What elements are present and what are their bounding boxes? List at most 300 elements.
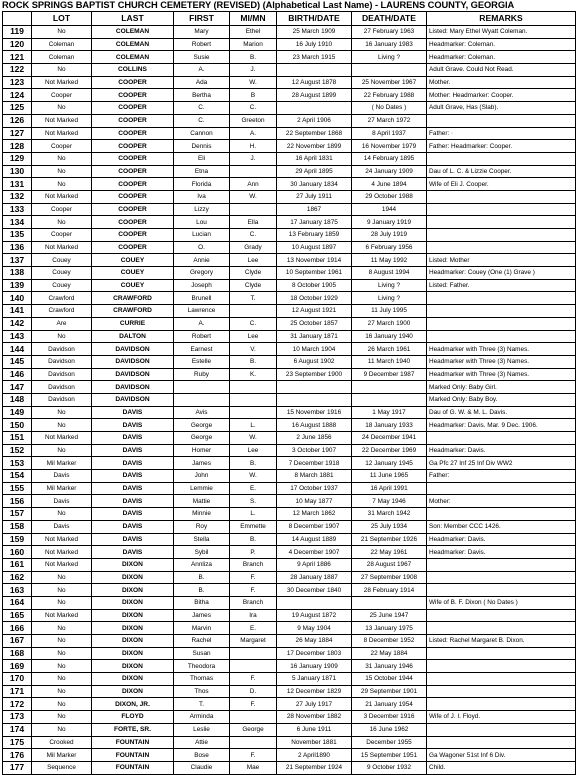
last-name-cell: DAVIS — [92, 520, 174, 533]
remarks-cell: Headmarker: Davis. — [427, 444, 576, 457]
birth-date-cell: 31 January 1871 — [277, 330, 352, 343]
remarks-cell — [427, 584, 576, 597]
middle-name-cell: J. — [230, 152, 277, 165]
first-name-cell: Ruby — [174, 368, 230, 381]
first-name-cell: C. — [174, 114, 230, 127]
lot-cell: Crawford — [32, 305, 92, 318]
remarks-cell — [427, 114, 576, 127]
first-name-cell: Roy — [174, 520, 230, 533]
lot-cell: Not Marked — [32, 609, 92, 622]
middle-name-cell — [230, 381, 277, 394]
remarks-cell — [427, 203, 576, 216]
table-row — [3, 673, 576, 686]
birth-date-cell: 2 April1890 — [277, 749, 352, 762]
lot-cell: No — [32, 698, 92, 711]
remarks-cell — [427, 698, 576, 711]
lot-cell: Davidson — [32, 368, 92, 381]
first-name-cell: O. — [174, 241, 230, 254]
death-date-cell: 31 January 1946 — [352, 660, 427, 673]
table-row — [3, 596, 576, 609]
first-name-cell: B. — [174, 584, 230, 597]
row-number: 148 — [3, 393, 32, 406]
birth-date-cell: 12 August 1878 — [277, 76, 352, 89]
remarks-cell: Dau of G. W. & M. L. Davis. — [427, 406, 576, 419]
birth-date-cell: 9 April 1886 — [277, 558, 352, 571]
remarks-cell — [427, 305, 576, 318]
lot-cell: Mil Marker — [32, 749, 92, 762]
last-name-cell: COOPER — [92, 241, 174, 254]
row-number: 161 — [3, 558, 32, 571]
middle-name-cell: Emmette — [230, 520, 277, 533]
last-name-cell: DIXON — [92, 622, 174, 635]
first-name-cell: Attie — [174, 736, 230, 749]
row-number: 135 — [3, 229, 32, 242]
death-date-cell: Living ? — [352, 51, 427, 64]
remarks-cell — [427, 190, 576, 203]
last-name-cell: DAVIDSON — [92, 343, 174, 356]
remarks-cell — [427, 673, 576, 686]
last-name-cell: DIXON — [92, 660, 174, 673]
table-row — [3, 482, 576, 495]
death-date-cell: 9 January 1919 — [352, 216, 427, 229]
table-row — [3, 267, 576, 280]
row-number: 154 — [3, 470, 32, 483]
death-date-cell: 16 January 1940 — [352, 330, 427, 343]
middle-name-cell: E. — [230, 482, 277, 495]
birth-date-cell — [277, 64, 352, 77]
row-number: 173 — [3, 711, 32, 724]
middle-name-cell: V. — [230, 343, 277, 356]
remarks-cell: Mother: — [427, 495, 576, 508]
middle-name-cell: T. — [230, 292, 277, 305]
birth-date-cell: 10 September 1961 — [277, 267, 352, 280]
birth-date-cell: 8 October 1905 — [277, 279, 352, 292]
last-name-cell: DAVIS — [92, 432, 174, 445]
lot-cell: No — [32, 165, 92, 178]
death-date-cell: 24 December 1941 — [352, 432, 427, 445]
remarks-cell: Wife of B. F. Dixon ( No Dates ) — [427, 596, 576, 609]
first-name-cell — [174, 393, 230, 406]
middle-name-cell: F. — [230, 571, 277, 584]
death-date-cell: 27 March 1972 — [352, 114, 427, 127]
remarks-cell — [427, 229, 576, 242]
death-date-cell: 13 January 1975 — [352, 622, 427, 635]
first-name-cell: Lemmie — [174, 482, 230, 495]
middle-name-cell — [230, 660, 277, 673]
death-date-cell: 28 August 1967 — [352, 558, 427, 571]
remarks-cell: Headmarker with Three (3) Names. — [427, 343, 576, 356]
death-date-cell: 15 September 1951 — [352, 749, 427, 762]
first-name-cell: Homer — [174, 444, 230, 457]
row-number: 176 — [3, 749, 32, 762]
death-date-cell: 24 January 1909 — [352, 165, 427, 178]
birth-date-cell: 21 September 1924 — [277, 761, 352, 774]
lot-cell: Crawford — [32, 292, 92, 305]
death-date-cell: 31 March 1942 — [352, 508, 427, 521]
first-name-cell: A. — [174, 317, 230, 330]
remarks-cell: Son: Member CCC 1426. — [427, 520, 576, 533]
death-date-cell: 27 February 1963 — [352, 26, 427, 39]
remarks-cell: Headmarker with Three (3) Names. — [427, 355, 576, 368]
middle-name-cell: Ella — [230, 216, 277, 229]
row-number: 151 — [3, 432, 32, 445]
row-number: 169 — [3, 660, 32, 673]
first-name-cell: Mary — [174, 26, 230, 39]
table-row — [3, 470, 576, 483]
middle-name-cell: Lee — [230, 254, 277, 267]
birth-date-cell: 26 May 1884 — [277, 635, 352, 648]
last-name-cell: DAVIS — [92, 546, 174, 559]
remarks-cell — [427, 622, 576, 635]
table-row — [3, 432, 576, 445]
remarks-cell: Listed: Mary Ethel Wyatt Coleman. — [427, 26, 576, 39]
middle-name-cell: K. — [230, 368, 277, 381]
table-row — [3, 305, 576, 318]
last-name-cell: COOPER — [92, 102, 174, 115]
birth-date-cell: 28 August 1899 — [277, 89, 352, 102]
table-row — [3, 368, 576, 381]
row-number: 141 — [3, 305, 32, 318]
last-name-cell: CURRIE — [92, 317, 174, 330]
remarks-cell: Headmarker with Three (3) Names. — [427, 368, 576, 381]
first-name-cell: Minnie — [174, 508, 230, 521]
middle-name-cell: E. — [230, 622, 277, 635]
row-number: 155 — [3, 482, 32, 495]
birth-date-cell: 16 April 1831 — [277, 152, 352, 165]
middle-name-cell: Clyde — [230, 279, 277, 292]
death-date-cell: 7 May 1946 — [352, 495, 427, 508]
birth-date-cell: 30 January 1834 — [277, 178, 352, 191]
birth-date-cell — [277, 102, 352, 115]
remarks-cell — [427, 723, 576, 736]
death-date-cell: 22 February 1988 — [352, 89, 427, 102]
lot-cell: Coleman — [32, 51, 92, 64]
last-name-cell: COOPER — [92, 216, 174, 229]
first-name-cell: Earnest — [174, 343, 230, 356]
last-name-cell: COOPER — [92, 89, 174, 102]
middle-name-cell: W. — [230, 190, 277, 203]
table-row — [3, 520, 576, 533]
birth-date-cell: 1867 — [277, 203, 352, 216]
middle-name-cell: D. — [230, 685, 277, 698]
row-number: 132 — [3, 190, 32, 203]
table-row — [3, 127, 576, 140]
first-name-cell: Robert — [174, 330, 230, 343]
table-row — [3, 558, 576, 571]
table-row — [3, 635, 576, 648]
table-row — [3, 393, 576, 406]
lot-cell: No — [32, 660, 92, 673]
middle-name-cell: B. — [230, 51, 277, 64]
table-row — [3, 406, 576, 419]
remarks-cell — [427, 152, 576, 165]
last-name-cell: COUEY — [92, 254, 174, 267]
middle-name-cell: Margaret — [230, 635, 277, 648]
middle-name-cell: Marion — [230, 38, 277, 51]
death-date-cell: 11 March 1940 — [352, 355, 427, 368]
last-name-cell: DIXON, JR. — [92, 698, 174, 711]
lot-cell: No — [32, 685, 92, 698]
row-number: 165 — [3, 609, 32, 622]
last-name-cell: CRAWFORD — [92, 305, 174, 318]
middle-name-cell: F. — [230, 673, 277, 686]
birth-date-cell: 10 May 1877 — [277, 495, 352, 508]
last-name-cell: COLLINS — [92, 64, 174, 77]
death-date-cell: 22 May 1961 — [352, 546, 427, 559]
lot-cell: Couey — [32, 254, 92, 267]
remarks-cell — [427, 571, 576, 584]
row-number: 143 — [3, 330, 32, 343]
lot-cell: Mil Marker — [32, 482, 92, 495]
lot-cell: Davis — [32, 470, 92, 483]
first-name-cell: Mattie — [174, 495, 230, 508]
death-date-cell: 1944 — [352, 203, 427, 216]
remarks-cell: Headmarker: Davis. — [427, 533, 576, 546]
last-name-cell: DIXON — [92, 571, 174, 584]
row-number: 149 — [3, 406, 32, 419]
death-date-cell: Living ? — [352, 279, 427, 292]
middle-name-cell: F. — [230, 749, 277, 762]
lot-cell: Not Marked — [32, 241, 92, 254]
birth-date-cell: 28 January 1887 — [277, 571, 352, 584]
last-name-cell: DIXON — [92, 635, 174, 648]
death-date-cell: 11 June 1965 — [352, 470, 427, 483]
row-number: 153 — [3, 457, 32, 470]
first-name-cell: Susie — [174, 51, 230, 64]
row-number: 136 — [3, 241, 32, 254]
row-number: 166 — [3, 622, 32, 635]
remarks-cell: Wife of J. I. Floyd. — [427, 711, 576, 724]
row-number: 175 — [3, 736, 32, 749]
remarks-cell: Listed: Rachel Margaret B. Dixon. — [427, 635, 576, 648]
lot-cell: Davidson — [32, 355, 92, 368]
death-date-cell: 9 October 1932 — [352, 761, 427, 774]
birth-date-cell: 6 August 1902 — [277, 355, 352, 368]
last-name-cell: DAVIDSON — [92, 393, 174, 406]
last-name-cell: DAVIDSON — [92, 355, 174, 368]
last-name-cell: DAVIS — [92, 482, 174, 495]
birth-date-cell: 16 July 1910 — [277, 38, 352, 51]
header-last: LAST — [92, 12, 174, 26]
last-name-cell: DIXON — [92, 584, 174, 597]
first-name-cell: Bertha — [174, 89, 230, 102]
death-date-cell: 14 February 1895 — [352, 152, 427, 165]
table-row — [3, 279, 576, 292]
death-date-cell: 12 January 1945 — [352, 457, 427, 470]
death-date-cell: 8 December 1952 — [352, 635, 427, 648]
lot-cell: No — [32, 723, 92, 736]
middle-name-cell — [230, 305, 277, 318]
first-name-cell: Marvin — [174, 622, 230, 635]
remarks-cell: Headmarker: Couey (One (1) Grave ) — [427, 267, 576, 280]
row-number: 157 — [3, 508, 32, 521]
row-number: 147 — [3, 381, 32, 394]
lot-cell: Cooper — [32, 89, 92, 102]
death-date-cell — [352, 381, 427, 394]
last-name-cell: DIXON — [92, 673, 174, 686]
lot-cell: No — [32, 711, 92, 724]
death-date-cell: 29 September 1901 — [352, 685, 427, 698]
middle-name-cell: J. — [230, 64, 277, 77]
row-number: 125 — [3, 102, 32, 115]
last-name-cell: DAVIS — [92, 444, 174, 457]
remarks-cell — [427, 216, 576, 229]
lot-cell: Couey — [32, 279, 92, 292]
remarks-cell — [427, 685, 576, 698]
first-name-cell: Robert — [174, 38, 230, 51]
lot-cell: Cooper — [32, 229, 92, 242]
table-row — [3, 216, 576, 229]
row-number: 150 — [3, 419, 32, 432]
table-row — [3, 736, 576, 749]
remarks-cell — [427, 558, 576, 571]
table-row — [3, 419, 576, 432]
middle-name-cell: P. — [230, 546, 277, 559]
death-date-cell: 16 June 1962 — [352, 723, 427, 736]
last-name-cell: DIXON — [92, 647, 174, 660]
death-date-cell — [352, 596, 427, 609]
death-date-cell: 28 July 1919 — [352, 229, 427, 242]
table-row — [3, 241, 576, 254]
lot-cell: No — [32, 152, 92, 165]
table-row — [3, 444, 576, 457]
lot-cell: No — [32, 406, 92, 419]
lot-cell: No — [32, 330, 92, 343]
row-number: 174 — [3, 723, 32, 736]
lot-cell: No — [32, 444, 92, 457]
middle-name-cell — [230, 736, 277, 749]
last-name-cell: COOPER — [92, 190, 174, 203]
birth-date-cell: 12 March 1862 — [277, 508, 352, 521]
row-number: 152 — [3, 444, 32, 457]
birth-date-cell: 12 December 1829 — [277, 685, 352, 698]
middle-name-cell — [230, 647, 277, 660]
lot-cell: No — [32, 596, 92, 609]
death-date-cell: 25 July 1934 — [352, 520, 427, 533]
first-name-cell: Iva — [174, 190, 230, 203]
row-number: 172 — [3, 698, 32, 711]
last-name-cell: DAVIS — [92, 457, 174, 470]
first-name-cell: Gregory — [174, 267, 230, 280]
death-date-cell: 11 July 1995 — [352, 305, 427, 318]
first-name-cell: Avis — [174, 406, 230, 419]
lot-cell: Not Marked — [32, 190, 92, 203]
table-row — [3, 152, 576, 165]
lot-cell: No — [32, 178, 92, 191]
remarks-cell: Ga Pfc 27 Inf 25 Inf Div WW2 — [427, 457, 576, 470]
first-name-cell: Joseph — [174, 279, 230, 292]
death-date-cell: 16 November 1979 — [352, 140, 427, 153]
birth-date-cell: 23 September 1900 — [277, 368, 352, 381]
lot-cell: Not Marked — [32, 114, 92, 127]
lot-cell: No — [32, 419, 92, 432]
middle-name-cell: Ann — [230, 178, 277, 191]
table-row — [3, 51, 576, 64]
lot-cell: No — [32, 216, 92, 229]
death-date-cell: 28 February 1914 — [352, 584, 427, 597]
birth-date-cell — [277, 393, 352, 406]
first-name-cell: Rachel — [174, 635, 230, 648]
last-name-cell: COOPER — [92, 76, 174, 89]
first-name-cell: Thos — [174, 685, 230, 698]
death-date-cell: 3 December 1916 — [352, 711, 427, 724]
last-name-cell: DALTON — [92, 330, 174, 343]
table-row — [3, 178, 576, 191]
remarks-cell — [427, 660, 576, 673]
remarks-cell: Marked Only: Baby Boy. — [427, 393, 576, 406]
row-number: 137 — [3, 254, 32, 267]
table-row — [3, 457, 576, 470]
last-name-cell: DIXON — [92, 596, 174, 609]
row-number: 123 — [3, 76, 32, 89]
birth-date-cell: 4 December 1907 — [277, 546, 352, 559]
first-name-cell: Susan — [174, 647, 230, 660]
remarks-cell — [427, 736, 576, 749]
row-number: 130 — [3, 165, 32, 178]
death-date-cell: 8 April 1937 — [352, 127, 427, 140]
remarks-cell — [427, 292, 576, 305]
table-row — [3, 343, 576, 356]
last-name-cell: DAVIDSON — [92, 381, 174, 394]
death-date-cell: 16 January 1983 — [352, 38, 427, 51]
remarks-cell — [427, 241, 576, 254]
middle-name-cell: Lee — [230, 330, 277, 343]
lot-cell: Cooper — [32, 140, 92, 153]
table-row — [3, 546, 576, 559]
first-name-cell: John — [174, 470, 230, 483]
table-row — [3, 355, 576, 368]
last-name-cell: DIXON — [92, 685, 174, 698]
birth-date-cell: 19 August 1872 — [277, 609, 352, 622]
first-name-cell: Etna — [174, 165, 230, 178]
table-row — [3, 622, 576, 635]
middle-name-cell: W. — [230, 76, 277, 89]
first-name-cell: Annliza — [174, 558, 230, 571]
death-date-cell: 8 August 1994 — [352, 267, 427, 280]
lot-cell: No — [32, 571, 92, 584]
first-name-cell — [174, 381, 230, 394]
first-name-cell: Eli — [174, 152, 230, 165]
lot-cell: Davidson — [32, 381, 92, 394]
table-row — [3, 114, 576, 127]
table-row — [3, 317, 576, 330]
table-row — [3, 165, 576, 178]
row-number: 129 — [3, 152, 32, 165]
first-name-cell: C. — [174, 102, 230, 115]
header-death: DEATH/DATE — [352, 12, 427, 26]
middle-name-cell: Clyde — [230, 267, 277, 280]
table-row — [3, 660, 576, 673]
last-name-cell: DAVIS — [92, 508, 174, 521]
lot-cell: No — [32, 622, 92, 635]
table-row — [3, 685, 576, 698]
death-date-cell — [352, 393, 427, 406]
table-row — [3, 140, 576, 153]
death-date-cell: 25 June 1947 — [352, 609, 427, 622]
middle-name-cell: F. — [230, 698, 277, 711]
middle-name-cell: Ethel — [230, 26, 277, 39]
remarks-cell: Father: · — [427, 127, 576, 140]
first-name-cell: Theodora — [174, 660, 230, 673]
header-remarks: REMARKS — [427, 12, 576, 26]
first-name-cell: George — [174, 419, 230, 432]
remarks-cell — [427, 482, 576, 495]
first-name-cell: Bitha — [174, 596, 230, 609]
birth-date-cell — [277, 596, 352, 609]
first-name-cell: Stella — [174, 533, 230, 546]
first-name-cell: Ada — [174, 76, 230, 89]
table-row — [3, 292, 576, 305]
